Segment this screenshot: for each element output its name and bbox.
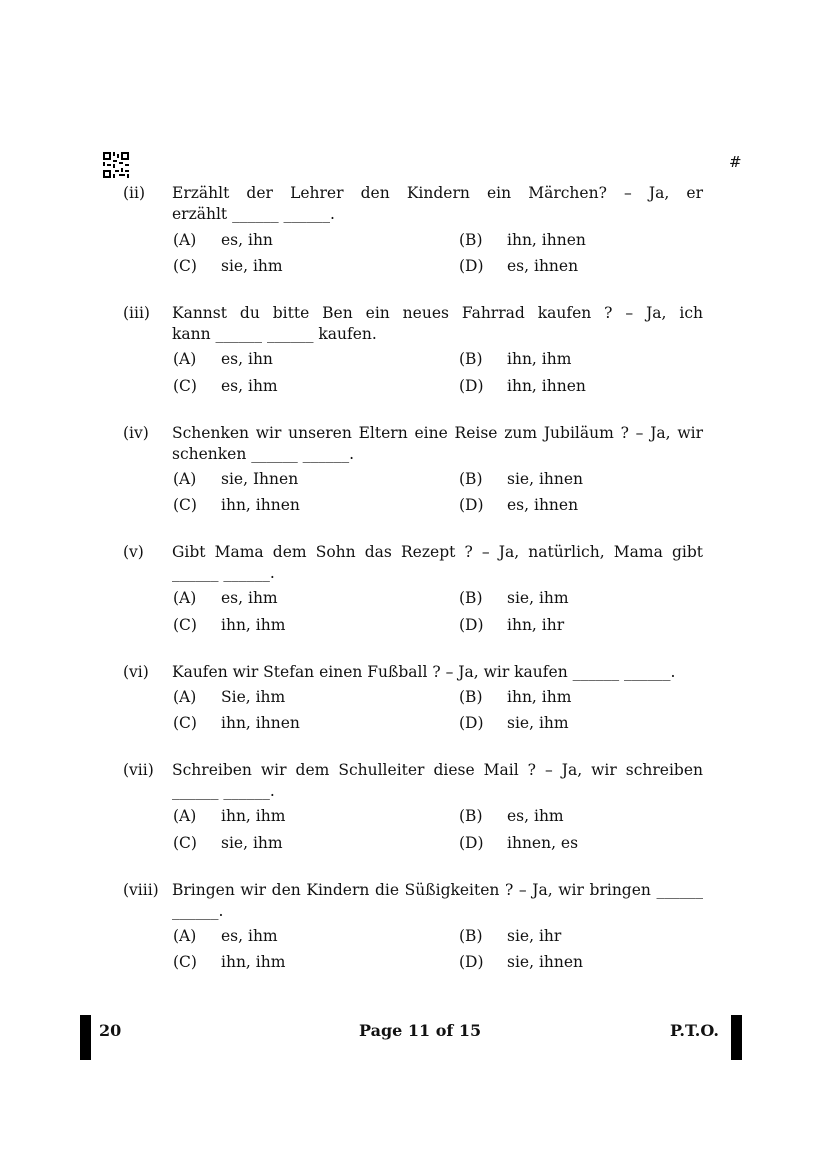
- option-label: (D): [459, 496, 484, 514]
- option-text: es, ihm: [507, 807, 564, 825]
- option-label: (D): [459, 714, 484, 732]
- option-text: sie, ihm: [507, 714, 569, 732]
- question-text-line2: erzählt ______ ______.: [172, 205, 335, 223]
- question-text-line2: schenken ______ ______.: [172, 445, 355, 463]
- option-text: es, ihnen: [507, 496, 579, 514]
- option-label: (C): [173, 377, 197, 395]
- option-text: es, ihn: [221, 350, 273, 368]
- option-label: (B): [459, 589, 483, 607]
- question-number: (v): [123, 543, 144, 561]
- question-text-line1: Erzählt der Lehrer den Kindern ein Märchen? – Ja, er: [172, 184, 703, 202]
- option-label: (B): [459, 470, 483, 488]
- option-label: (C): [173, 257, 197, 275]
- option-text: sie, ihr: [507, 927, 562, 945]
- option-label: (A): [173, 470, 197, 488]
- page-marker: #: [729, 153, 742, 171]
- option-label: (A): [173, 589, 197, 607]
- option-text: ihn, ihnen: [221, 714, 300, 732]
- option-text: sie, ihnen: [507, 953, 584, 971]
- option-label: (D): [459, 834, 484, 852]
- paper-code: 20: [99, 1021, 122, 1040]
- question-text-line2: ______ ______.: [172, 782, 275, 800]
- option-text: sie, ihm: [507, 589, 569, 607]
- option-label: (B): [459, 807, 483, 825]
- option-label: (B): [459, 231, 483, 249]
- footer-right-bar: [731, 1015, 742, 1060]
- question-text-line1: Kaufen wir Stefan einen Fußball ? – Ja, wir kaufen ______ ______.: [172, 663, 676, 681]
- option-text: ihnen, es: [507, 834, 579, 852]
- option-text: es, ihnen: [507, 257, 579, 275]
- footer-left-bar: [80, 1015, 91, 1060]
- qr-code-icon: [103, 152, 129, 178]
- question-number: (iv): [123, 424, 149, 442]
- question-text-line1: Schreiben wir dem Schulleiter diese Mail ? – Ja, wir schreiben: [172, 761, 703, 779]
- option-text: sie, ihnen: [507, 470, 584, 488]
- option-label: (A): [173, 688, 197, 706]
- question-text-line2: kann ______ ______ kaufen.: [172, 325, 377, 343]
- option-label: (A): [173, 927, 197, 945]
- question-text-line2: ______.: [172, 902, 224, 920]
- question-text-line1: Schenken wir unseren Eltern eine Reise zum Jubiläum ? – Ja, wir: [172, 424, 703, 442]
- option-label: (A): [173, 231, 197, 249]
- option-label: (D): [459, 953, 484, 971]
- option-text: es, ihn: [221, 231, 273, 249]
- option-label: (D): [459, 616, 484, 634]
- option-text: sie, Ihnen: [221, 470, 299, 488]
- question-number: (iii): [123, 304, 150, 322]
- option-label: (C): [173, 714, 197, 732]
- option-text: es, ihm: [221, 589, 278, 607]
- option-label: (A): [173, 350, 197, 368]
- option-label: (B): [459, 350, 483, 368]
- option-text: ihn, ihm: [221, 953, 286, 971]
- question-number: (ii): [123, 184, 146, 202]
- option-label: (D): [459, 377, 484, 395]
- pto-label: P.T.O.: [670, 1021, 719, 1040]
- question-text-line1: Bringen wir den Kindern die Süßigkeiten ? – Ja, wir bringen ______: [172, 881, 703, 899]
- option-label: (B): [459, 688, 483, 706]
- page-number: Page 11 of 15: [359, 1021, 482, 1040]
- option-text: sie, ihm: [221, 834, 283, 852]
- option-label: (B): [459, 927, 483, 945]
- option-text: ihn, ihm: [507, 350, 572, 368]
- option-text: ihn, ihm: [507, 688, 572, 706]
- option-label: (C): [173, 496, 197, 514]
- option-text: sie, ihm: [221, 257, 283, 275]
- option-text: ihn, ihnen: [507, 231, 586, 249]
- option-text: es, ihm: [221, 377, 278, 395]
- question-text-line1: Kannst du bitte Ben ein neues Fahrrad kaufen ? – Ja, ich: [172, 304, 703, 322]
- option-label: (C): [173, 953, 197, 971]
- question-number: (vii): [123, 761, 154, 779]
- option-text: es, ihm: [221, 927, 278, 945]
- option-label: (D): [459, 257, 484, 275]
- option-label: (C): [173, 834, 197, 852]
- option-text: ihn, ihnen: [221, 496, 300, 514]
- option-label: (C): [173, 616, 197, 634]
- option-label: (A): [173, 807, 197, 825]
- option-text: ihn, ihr: [507, 616, 565, 634]
- question-number: (viii): [123, 881, 159, 899]
- question-number: (vi): [123, 663, 149, 681]
- option-text: ihn, ihm: [221, 807, 286, 825]
- question-text-line2: ______ ______.: [172, 564, 275, 582]
- option-text: ihn, ihnen: [507, 377, 586, 395]
- question-text-line1: Gibt Mama dem Sohn das Rezept ? – Ja, natürlich, Mama gibt: [172, 543, 703, 561]
- option-text: ihn, ihm: [221, 616, 286, 634]
- option-text: Sie, ihm: [221, 688, 286, 706]
